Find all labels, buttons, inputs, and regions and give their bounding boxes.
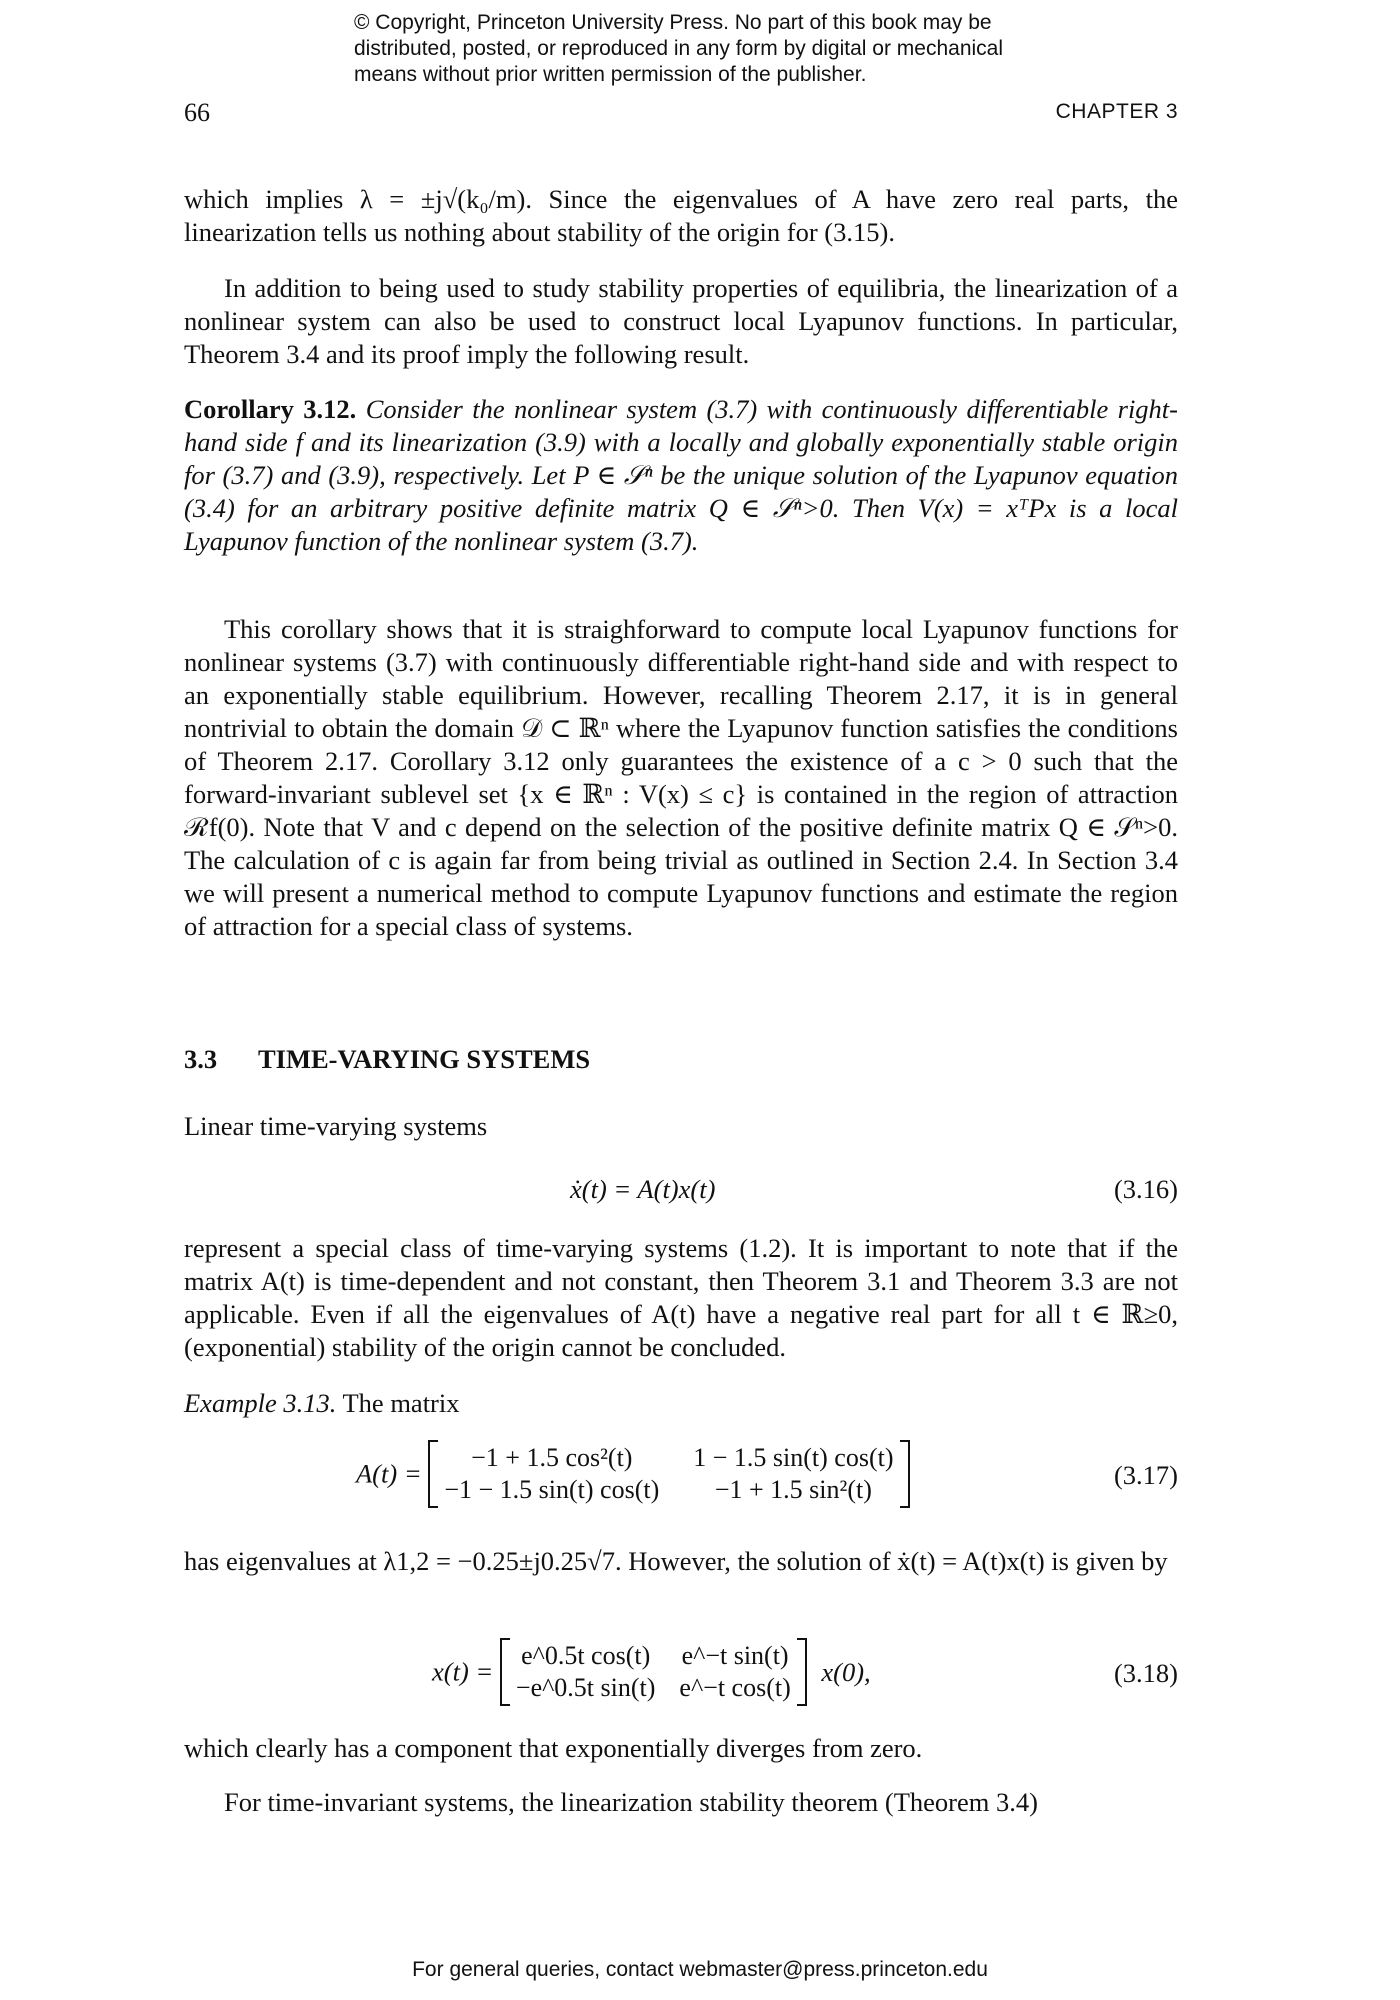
equation-3-16-number: (3.16) <box>1113 1174 1178 1204</box>
matrix-x-entry-22: e^−t cos(t) <box>679 1673 791 1702</box>
section-title: TIME-VARYING SYSTEMS <box>258 1044 591 1074</box>
right-bracket <box>900 1440 910 1508</box>
copyright-notice <box>354 10 1114 88</box>
equation-3-16 <box>184 1173 1178 1207</box>
paragraph-2: In addition to being used to study stability properties of equilibria, the linearization of a nonlinear system can also be used to construct local Lyapunov functions. In particular, Theorem 3.4 and its proof imply the following result. <box>184 273 1178 369</box>
matrix-A-entry-11: −1 + 1.5 cos²(t) <box>471 1443 633 1472</box>
paragraph-4-block <box>184 1110 1178 1143</box>
paragraph-7-block <box>184 1732 1178 1765</box>
paragraph-8-block <box>184 1786 1178 1819</box>
example-block <box>184 1387 1178 1420</box>
matrix-x-entry-12: e^−t sin(t) <box>681 1641 789 1670</box>
left-bracket <box>500 1638 510 1706</box>
paragraph-3-block <box>184 613 1178 943</box>
left-bracket <box>428 1440 438 1508</box>
corollary-3-12 <box>184 393 1178 558</box>
paragraph-5: represent a special class of time-varying systems (1.2). It is important to note that if the matrix A(t) is time-dependent and not constant, then Theorem 3.1 and Theorem 3.3 are not applicable. Even if all the eigenvalues of A(t) have a negative real part for all t ∈ ℝ≥0, (exponential) stability of the origin cannot be concluded. <box>184 1233 1178 1362</box>
paragraph-1: which implies λ = ±j√(k₀/m). Since the eigenvalues of A have zero real parts, the linearization tells us nothing about stability of the origin for (3.15). <box>184 184 1178 247</box>
corollary-text: Consider the nonlinear system (3.7) with continuously differentiable right-hand side f and its linearization (3.9) with a locally and globally exponentially stable origin for (3.7) and (3.9), respectively. Let P ∈ 𝒮ⁿ be the unique solution of the Lyapunov equation (3.4) for an arbitrary positive definite matrix Q ∈ 𝒮ⁿ>0. Then V(x) = xᵀPx is a local Lyapunov function of the nonlinear system (3.7). <box>184 394 1178 556</box>
matrix-x-grid <box>516 1640 791 1704</box>
running-head: CHAPTER 3 <box>1055 100 1178 123</box>
example-label: Example 3.13. <box>184 1388 337 1418</box>
matrix-A <box>428 1440 909 1508</box>
equation-3-18-number: (3.18) <box>1113 1658 1178 1688</box>
section-number: 3.3 <box>184 1044 218 1074</box>
matrix-A-entry-12: 1 − 1.5 sin(t) cos(t) <box>693 1443 894 1472</box>
paragraph-3: This corollary shows that it is straighforward to compute local Lyapunov functions for nonlinear systems (3.7) with continuously differentiable right-hand side and with respect to an exponentially stable equilibrium. However, recalling Theorem 2.17, it is in general nontrivial to obtain the domain 𝒟 ⊂ ℝⁿ where the Lyapunov function satisfies the conditions of Theorem 2.17. Corollary 3.12 only guarantees the existence of a c > 0 such that the forward-invariant sublevel set {x ∈ ℝⁿ : V(x) ≤ c} is contained in the region of attraction ℛf(0). Note that V and c depend on the selection of the positive definite matrix Q ∈ 𝒮ⁿ>0. The calculation of c is again far from being trivial as outlined in Section 2.4. In Section 3.4 we will present a numerical method to compute Lyapunov functions and estimate the region of attraction for a special class of systems. <box>184 614 1178 941</box>
paragraph-7: which clearly has a component that exponentially diverges from zero. <box>184 1733 923 1763</box>
corollary-block <box>184 393 1178 558</box>
paragraph-6-block <box>184 1545 1178 1578</box>
equation-3-18-body <box>432 1638 871 1706</box>
footer-contact: For general queries, contact webmaster@press.princeton.edu <box>412 1958 988 1981</box>
paragraph-4: Linear time-varying systems <box>184 1111 488 1141</box>
page-number: 66 <box>184 98 210 127</box>
paragraph-2-block <box>184 272 1178 371</box>
copyright-line-3: means without prior written permission of the publisher. <box>354 63 867 86</box>
equation-3-17-body <box>356 1440 910 1508</box>
equation-3-18-rhs: x(0), <box>821 1656 871 1687</box>
matrix-x <box>500 1638 807 1706</box>
copyright-line-1: © Copyright, Princeton University Press. No part of this book may be <box>354 11 992 34</box>
equation-3-17-number: (3.17) <box>1113 1460 1178 1490</box>
matrix-A-grid <box>444 1442 893 1506</box>
matrix-A-entry-22: −1 + 1.5 sin²(t) <box>714 1475 872 1504</box>
equation-3-17 <box>184 1440 1178 1512</box>
example-3-13 <box>184 1387 1178 1420</box>
copyright-line-2: distributed, posted, or reproduced in any form by digital or mechanical <box>354 37 1004 60</box>
example-text: The matrix <box>342 1388 460 1418</box>
matrix-A-entry-21: −1 − 1.5 sin(t) cos(t) <box>444 1475 660 1504</box>
right-bracket <box>797 1638 807 1706</box>
equation-3-18-lhs: x(t) = <box>432 1656 494 1687</box>
paragraph-6: has eigenvalues at λ1,2 = −0.25±j0.25√7. However, the solution of ẋ(t) = A(t)x(t) is given by <box>184 1546 1168 1576</box>
corollary-label: Corollary 3.12. <box>184 394 357 424</box>
equation-3-16-body: ẋ(t) = A(t)x(t) <box>570 1174 716 1204</box>
equation-3-17-lhs: A(t) = <box>356 1458 422 1489</box>
matrix-x-entry-21: −e^0.5t sin(t) <box>515 1673 656 1702</box>
paragraph-1-block <box>184 183 1178 249</box>
paragraph-8: For time-invariant systems, the linearization stability theorem (Theorem 3.4) <box>224 1787 1038 1817</box>
matrix-x-entry-11: e^0.5t cos(t) <box>521 1641 651 1670</box>
section-heading <box>184 1044 590 1075</box>
equation-3-18 <box>184 1638 1178 1710</box>
paragraph-5-block <box>184 1232 1178 1364</box>
